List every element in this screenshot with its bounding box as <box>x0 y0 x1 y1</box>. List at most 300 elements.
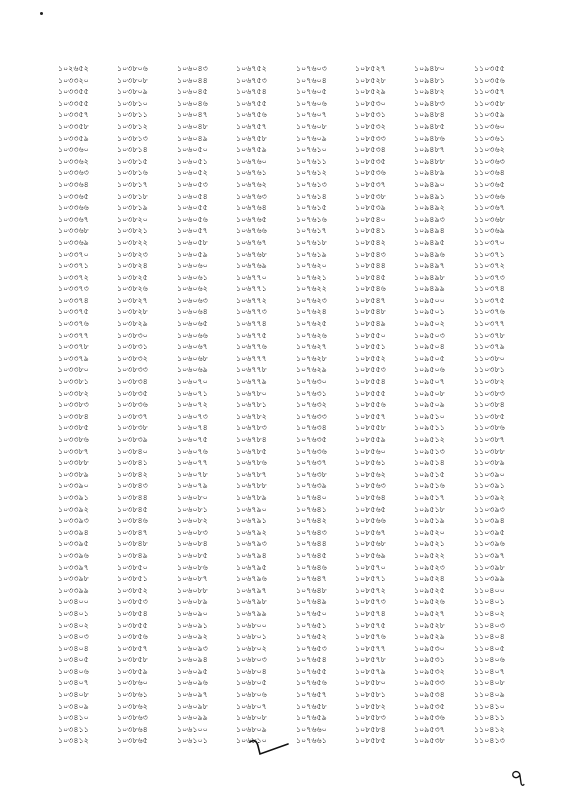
list-item: ১০৭৬২৪ <box>295 306 327 317</box>
list-item: ১০৭৬০৪ <box>295 74 327 85</box>
list-item: ১০৬৮০৯ <box>236 723 268 734</box>
list-item: ১১০৪০২ <box>473 607 505 618</box>
list-item: ১০৮৫৬৯ <box>354 549 386 560</box>
list-item: ১১০৩৬০ <box>473 120 505 131</box>
list-item: ১০৩৩৬৪ <box>58 178 89 189</box>
list-item: ১০৬০৭৩ <box>176 410 208 421</box>
list-item: ১১০৩৭৭ <box>473 318 505 329</box>
list-item: ১১০৪০১ <box>473 596 505 607</box>
list-item: ১০৬০৫৪ <box>176 190 208 201</box>
list-item: ১০৩৩৯৯ <box>58 584 89 595</box>
list-item: ১০৮৫৭৯ <box>354 665 386 676</box>
list-item: ১০৬০৮২ <box>176 515 208 526</box>
list-item: ১০৮৫২৭ <box>354 63 386 73</box>
list-item: ১০৯৫০৪ <box>414 341 446 352</box>
list-item: ১০৩৩৬৮ <box>58 225 89 236</box>
list-item: ১০৬০৬২ <box>176 283 208 294</box>
list-item: ১০৭৬৪১ <box>295 503 327 514</box>
list-item: ১০৩৩৭৯ <box>58 352 89 363</box>
list-item: ১১০৩৮৭ <box>473 434 505 444</box>
column-3 <box>177 63 236 747</box>
list-item: ১০৩৮০৬ <box>117 63 149 73</box>
column-4 <box>236 63 295 747</box>
list-item: ১০৬৮০৮ <box>236 712 268 723</box>
list-item: ১০৬৭৯০ <box>236 503 268 514</box>
list-item: ১০৮৫৮৪ <box>354 723 386 734</box>
list-item: ১১০৩৯১ <box>473 480 505 491</box>
list-item: ১০৯৫০৬ <box>414 364 446 375</box>
list-item: ১০৬০৮৬ <box>176 561 208 572</box>
list-item: ১০৯৫১৫ <box>414 468 446 479</box>
list-item: ১০৭৬৫১ <box>295 619 327 630</box>
list-item: ১০৬০৯৬ <box>176 677 208 688</box>
list-item: ১০৩৮৬৪ <box>117 723 149 734</box>
list-item: ১০৩৪০৪ <box>58 642 89 653</box>
list-item: ১০৬০৭২ <box>176 399 208 410</box>
list-item: ১০৩৮৪৪ <box>117 491 149 502</box>
list-item: ১০৬৮০৪ <box>236 665 268 676</box>
list-item: ১০৩৮১৮ <box>117 190 149 201</box>
list-item: ১১০৪০০ <box>473 584 505 595</box>
list-item: ১০৭৬৩১ <box>295 387 327 398</box>
list-item: ১০৯৪৯০ <box>414 178 446 189</box>
list-item: ১০৬৭৬৫ <box>236 213 268 224</box>
list-item: ১০৩৮৫০ <box>117 561 149 572</box>
list-item: ১০৬৭৬২ <box>236 178 268 189</box>
list-item: ১১০৩৮১ <box>473 364 505 375</box>
list-item: ১০৭৬২১ <box>295 271 327 282</box>
list-item: ১০৩৮৬১ <box>117 689 149 700</box>
list-item: ১০৯৪৯১ <box>414 190 446 201</box>
list-item: ১০৩৮৫৯ <box>117 665 149 676</box>
list-item: ১০৩৩৮৯ <box>58 468 89 479</box>
list-item: ১০৩৮০৯ <box>117 86 149 97</box>
list-item: ১০৬৮০০ <box>236 619 268 630</box>
list-item: ১০৯৪৯৪ <box>414 225 446 236</box>
list-item: ১০৬৭৫৮ <box>236 132 268 143</box>
list-item: ১০৭৬৫৫ <box>295 665 327 676</box>
list-item: ১০৭৬১৭ <box>295 225 327 236</box>
list-item: ১০৯৫২৮ <box>414 619 446 630</box>
list-item: ১০৯৪৮০ <box>414 63 446 73</box>
list-item: ১০৩৮৩৮ <box>117 422 149 433</box>
list-item: ১০৯৫১৩ <box>414 445 446 456</box>
list-item: ১০৩৮৩৩ <box>117 364 149 375</box>
list-item: ১০৩৩৫৫ <box>58 97 89 108</box>
list-item: ১০৩৩৬৭ <box>58 213 89 224</box>
list-item: ১০৬৭৫৪ <box>236 86 268 97</box>
list-item: ১০৭৬০৭ <box>295 109 327 120</box>
list-item: ১০৩৮২৮ <box>117 306 149 317</box>
list-item: ১০৬০৫৩ <box>176 178 208 189</box>
list-item: ১০৩৩৭৬ <box>58 318 89 329</box>
list-item: ১০৬০৭৭ <box>176 457 208 468</box>
list-item: ১১০৩৬৯ <box>473 225 505 236</box>
list-item: ১০৬৮০৫ <box>236 677 268 688</box>
list-item: ১০৩৩৫৯ <box>58 132 89 143</box>
list-item: ১০৬৭৭৪ <box>236 318 268 329</box>
list-item: ১০৭৬২৯ <box>295 364 327 375</box>
list-item: ১০৯৫০৮ <box>414 387 446 398</box>
list-item: ১০৬৭৬৯ <box>236 260 268 271</box>
list-item: ১০৩৩৬৫ <box>58 190 89 201</box>
list-item: ১০৯৪৮৩ <box>414 97 446 108</box>
list-item: ১০৬০৬৬ <box>176 329 208 340</box>
list-item: ১১০৩৯২ <box>473 491 505 502</box>
list-item: ১০৩৩৮৩ <box>58 399 89 410</box>
list-item: ১০৩৮৪৩ <box>117 480 149 491</box>
list-item: ১০৬০৮৩ <box>176 526 208 537</box>
list-item: ১০৭৬৫৯ <box>295 712 327 723</box>
list-item: ১০৯৫১৬ <box>414 480 446 491</box>
list-item: ১০৮৫৭৪ <box>354 607 386 618</box>
list-item: ১০৬০৯৫ <box>176 665 208 676</box>
list-item: ১০৬৭৮২ <box>236 410 268 421</box>
list-item: ১১০৩৮৮ <box>473 445 505 456</box>
list-item: ১১০৩৯৫ <box>473 526 505 537</box>
list-item: ১০৯৫৩৩ <box>414 677 446 688</box>
list-item: ১০৬৭৭৬ <box>236 341 268 352</box>
list-item: ১০৬৭৯৪ <box>236 549 268 560</box>
list-item: ১০৬০৯৯ <box>176 712 208 723</box>
list-item: ১০৯৫৩৫ <box>414 700 446 711</box>
list-item: ১০৬৭৮৬ <box>236 457 268 468</box>
list-item: ১০৬০৬৯ <box>176 364 208 375</box>
list-item: ১১০৩৬৫ <box>473 178 505 189</box>
list-item: ১০৩৩৯৩ <box>58 515 89 526</box>
list-item: ১১০৩৭৫ <box>473 294 505 305</box>
list-item: ১০৮৫৫৯ <box>354 434 386 444</box>
list-item: ১০৬১০০ <box>176 723 208 734</box>
list-item: ১০৮৫৩১ <box>354 109 386 120</box>
list-item: ১০৬৭৬৬ <box>236 225 268 236</box>
list-item: ১০৬০৬০ <box>176 260 208 271</box>
list-item: ১০৭৬৪৬ <box>295 561 327 572</box>
list-item: ১০৭৬৫০ <box>295 607 327 618</box>
list-item: ১০৩৮৫৬ <box>117 631 149 642</box>
list-item: ১০৭৬৪৪ <box>295 538 327 549</box>
list-item: ১০৩৩৮১ <box>58 376 89 387</box>
list-item: ১০৬০৯৮ <box>176 700 208 711</box>
list-item: ১০৯৫২৬ <box>414 596 446 607</box>
list-item: ১১০৩৭৮ <box>473 329 505 340</box>
list-item: ১০৭৬৪৯ <box>295 596 327 607</box>
list-item: ১০৬৭৮৯ <box>236 491 268 502</box>
list-item: ১০৭৬১৩ <box>295 178 327 189</box>
list-item: ১০৮৫৮২ <box>354 700 386 711</box>
list-item: ১০৬০৪৬ <box>176 97 208 108</box>
list-item: ১০৯৪৮৬ <box>414 132 446 143</box>
list-item: ১১০৩৮৯ <box>473 457 505 468</box>
list-item: ১০৩৮১১ <box>117 109 149 120</box>
list-item: ১০৩৩৯৮ <box>58 573 89 584</box>
list-item: ১০৯৫১৮ <box>414 503 446 514</box>
list-item: ১০৬৭৮৪ <box>236 434 268 444</box>
list-item: ১১০৩৭১ <box>473 248 505 259</box>
list-item: ১০৩৮১৬ <box>117 167 149 178</box>
list-item: ১০৬০৫০ <box>176 144 208 155</box>
list-item: ১০৯৫০০ <box>414 294 446 305</box>
list-item: ১০৮৫৫৪ <box>354 376 386 387</box>
list-item: ১১০৩৬৩ <box>473 155 505 166</box>
list-item: ১০৮৫৩৫ <box>354 155 386 166</box>
list-item: ১০৮৫৩০ <box>354 97 386 108</box>
list-item: ১০৬৭৯১ <box>236 515 268 526</box>
list-item: ১০৭৬৪৭ <box>295 573 327 584</box>
list-item: ১০৮৫৩৭ <box>354 178 386 189</box>
list-item: ১০৬০৫৯ <box>176 248 208 259</box>
list-item: ১০৬৭৫৬ <box>236 109 268 120</box>
list-item: ১০৭৬৩৯ <box>295 480 327 491</box>
list-item: ১০৬৭৫৫ <box>236 97 268 108</box>
list-item: ১০৯৫৩২ <box>414 665 446 676</box>
list-item: ১১০৩৮৩ <box>473 387 505 398</box>
list-item: ১০৬০৬১ <box>176 271 208 282</box>
list-item: ১০৮৫৪৩ <box>354 248 386 259</box>
list-item: ১০৩৮১০ <box>117 97 149 108</box>
list-item: ১০৬০৫১ <box>176 155 208 166</box>
list-item: ১০৬০৬৪ <box>176 306 208 317</box>
list-item: ১০৯৫২১ <box>414 538 446 549</box>
list-item: ১০৬৭৫৭ <box>236 120 268 131</box>
list-item: ১১০৩৮২ <box>473 376 505 387</box>
list-item: ১০৬৭৭৯ <box>236 376 268 387</box>
list-item: ১০৬০৫৬ <box>176 213 208 224</box>
list-item: ১০৩৩৬৯ <box>58 236 89 247</box>
list-item: ১০৯৫১৯ <box>414 515 446 526</box>
list-item: ১০৩৩৭৪ <box>58 294 89 305</box>
list-item: ১০৭৬৩০ <box>295 376 327 387</box>
list-item: ১০৭৬১৬ <box>295 213 327 224</box>
list-item: ১০৮৫৬৭ <box>354 526 386 537</box>
list-item: ১০৭৬০৮ <box>295 120 327 131</box>
list-item: ১০৮৫৭০ <box>354 561 386 572</box>
list-item: ১১০৩৫৮ <box>473 97 505 108</box>
list-item: ১০৩৩৭৮ <box>58 341 89 352</box>
list-item: ১০৩৮১৫ <box>117 155 149 166</box>
list-item: ১১০৩৭২ <box>473 260 505 271</box>
list-item: ১০৬৭৭৫ <box>236 329 268 340</box>
list-item: ১০৭৬১০ <box>295 144 327 155</box>
list-item: ১০৩৩৫৫ <box>58 86 89 97</box>
list-item: ১০৩৮২৫ <box>117 271 149 282</box>
list-item: ১০৭৬৪৫ <box>295 549 327 560</box>
list-item: ১০৮৫৪৮ <box>354 306 386 317</box>
list-item: ১১০৩৬৭ <box>473 202 505 213</box>
list-item: ১০৮৫৪৫ <box>354 271 386 282</box>
list-item: ১০৩৩৮৫ <box>58 422 89 433</box>
list-item: ১০৬৭৮৮ <box>236 480 268 491</box>
list-item: ১০৭৬১৯ <box>295 248 327 259</box>
list-item: ১০৬৭৬০ <box>236 155 268 166</box>
list-item: ১০৩৩৮০ <box>58 364 89 375</box>
list-item: ১১০৩৭৯ <box>473 341 505 352</box>
list-item: ১০৮৫৬৮ <box>354 538 386 549</box>
list-item: ১০৩৮৪১ <box>117 457 149 468</box>
list-item: ১০৯৪৯৫ <box>414 236 446 247</box>
list-item: ১০৩৩৬২ <box>58 155 89 166</box>
list-item: ১০৭৬৪৮ <box>295 584 327 595</box>
list-item: ১০৬৭৬৪ <box>236 202 268 213</box>
list-item: ১০৬৮১০ <box>236 735 268 746</box>
list-item: ১০৬৭৫২ <box>236 63 268 73</box>
list-item: ১০৩৪০৬ <box>58 665 89 676</box>
list-item: ১০৩৪০৩ <box>58 631 89 642</box>
list-item: ১০৯৫৩৪ <box>414 689 446 700</box>
list-item: ১০৩৩৭০ <box>58 248 89 259</box>
list-item: ১০৮৫৫৩ <box>354 364 386 375</box>
list-item: ১০৬০৬৩ <box>176 294 208 305</box>
list-item: ১০৩৮৬৩ <box>117 712 149 723</box>
list-item: ১০৬৭৫৩ <box>236 74 268 85</box>
list-item: ১০৮৫৫৬ <box>354 399 386 410</box>
list-item: ১০৩৪০০ <box>58 596 89 607</box>
list-item: ১১০৩৫৭ <box>473 86 505 97</box>
list-item: ১০৩৮৩৯ <box>117 434 149 444</box>
list-item: ১০৩৩৫৮ <box>58 120 89 131</box>
list-item: ১১০৩৯৬ <box>473 538 505 549</box>
list-item: ১০৭৬৩৮ <box>295 468 327 479</box>
list-item: ১০৬৭৭২ <box>236 294 268 305</box>
list-item: ১০৬৭৯৬ <box>236 573 268 584</box>
list-item: ১০৩৩৯১ <box>58 491 89 502</box>
list-item: ১০৬০৪৭ <box>176 109 208 120</box>
list-item: ১১০৩৯৯ <box>473 573 505 584</box>
list-item: ১১০৩৬৪ <box>473 167 505 178</box>
list-item: ১১০৩৭০ <box>473 236 505 247</box>
list-item: ১০৯৪৮২ <box>414 86 446 97</box>
list-item: ১০৩৮২১ <box>117 225 149 236</box>
list-item: ১০৩৮৩৪ <box>117 376 149 387</box>
list-item: ১০৩৩৬৬ <box>58 202 89 213</box>
list-item: ১০৯৫৩৬ <box>414 712 446 723</box>
list-item: ১০৯৪৯৮ <box>414 271 446 282</box>
list-item: ১০৩৮২২ <box>117 236 149 247</box>
list-item: ১১০৪০৩ <box>473 619 505 630</box>
list-item: ১০৩৩৯২ <box>58 503 89 514</box>
list-item: ১০৬০৭৬ <box>176 445 208 456</box>
list-item: ১০৭৬৩৪ <box>295 422 327 433</box>
list-item: ১০৭৬৩৭ <box>295 457 327 468</box>
list-item: ১০৩৮১৪ <box>117 144 149 155</box>
list-item: ১০৮৫৩৮ <box>354 190 386 201</box>
list-item: ১০৯৫৩৭ <box>414 723 446 734</box>
list-item: ১০৯৫০২ <box>414 318 446 329</box>
list-item: ১০৮৫৮০ <box>354 677 386 688</box>
list-item: ১১০৩৮৬ <box>473 422 505 433</box>
list-item: ১০৮৫৩৪ <box>354 144 386 155</box>
list-item: ১০৬০৯১ <box>176 619 208 630</box>
list-item: ১০৬৭৯৭ <box>236 584 268 595</box>
list-item: ১০৭৬১১ <box>295 155 327 166</box>
list-item: ১০৬৭৭৭ <box>236 352 268 363</box>
list-item: ১০৬০৮০ <box>176 491 208 502</box>
list-item: ১০৩৮২৯ <box>117 318 149 329</box>
list-item: ১০৬০৭৫ <box>176 434 208 444</box>
list-item: ১১০৩৮৫ <box>473 410 505 421</box>
list-item: ১০৩৩৭১ <box>58 260 89 271</box>
list-item: ১০৮৫৪৬ <box>354 283 386 294</box>
list-item: ১০৩৩৬৩ <box>58 167 89 178</box>
list-item: ১০৩৮৩২ <box>117 352 149 363</box>
list-item: ১০৬০৬৮ <box>176 352 208 363</box>
list-item: ১০৬৭৬৮ <box>236 248 268 259</box>
list-item: ১০৬৭৭৩ <box>236 306 268 317</box>
list-item: ১০৩৩২০ <box>58 74 89 85</box>
list-item: ১০৭৬৩৫ <box>295 434 327 444</box>
list-item: ১০৬০৪৩ <box>176 63 208 73</box>
list-item: ১০৯৫০৫ <box>414 352 446 363</box>
list-item: ১০৬৭৫৯ <box>236 144 268 155</box>
list-item: ১০৬০৫২ <box>176 167 208 178</box>
list-item: ১০৭৬০৫ <box>295 86 327 97</box>
list-item: ১০৯৪৯২ <box>414 202 446 213</box>
list-item: ১০৯৫১২ <box>414 434 446 444</box>
list-item: ১১০৪০৬ <box>473 654 505 665</box>
list-item: ১০৯৪৯৯ <box>414 283 446 294</box>
list-item: ১০৩৩৭৭ <box>58 329 89 340</box>
list-item: ১০৮৫৪২ <box>354 236 386 247</box>
list-item: ১০৩৮১২ <box>117 120 149 131</box>
list-item: ১০৮৫৮৫ <box>354 735 386 746</box>
list-item: ১০৩৪১১ <box>58 723 89 734</box>
list-item: ১০৮৫৭১ <box>354 573 386 584</box>
list-item: ১১০৪১১ <box>473 712 505 723</box>
list-item: ১০৭৬২৩ <box>295 294 327 305</box>
list-item: ১০৩৮২৪ <box>117 260 149 271</box>
list-item: ১০৬০৪৯ <box>176 132 208 143</box>
list-item: ১০৬৮০৬ <box>236 689 268 700</box>
list-item: ১০৩৪০১ <box>58 607 89 618</box>
list-item: ১০৩৮৪৮ <box>117 538 149 549</box>
list-item: ১০৯৫২৪ <box>414 573 446 584</box>
list-item: ১১০৩৯৪ <box>473 515 505 526</box>
list-item: ১০৬৮০২ <box>236 642 268 653</box>
page-number: ৭ <box>507 762 529 796</box>
list-item: ১১০৪০৪ <box>473 631 505 642</box>
list-item: ১০৭৬২২ <box>295 283 327 294</box>
list-item: ১০৬৭৮১ <box>236 399 268 410</box>
list-item: ১১০৪০৭ <box>473 665 505 676</box>
list-item: ১০৭৬১৮ <box>295 236 327 247</box>
list-item: ১০৮৫৭৩ <box>354 596 386 607</box>
list-item: ১০৮৫৬৬ <box>354 515 386 526</box>
list-item: ১০৯৫২৩ <box>414 561 446 572</box>
list-item: ১০৭৬১৫ <box>295 202 327 213</box>
list-item: ১১০৩৮০ <box>473 352 505 363</box>
list-item: ১০৮৫৮১ <box>354 689 386 700</box>
list-item: ১০৮৫৭৬ <box>354 631 386 642</box>
list-item: ১০৯৪৮৭ <box>414 144 446 155</box>
list-item: ১০৭৬৫৭ <box>295 689 327 700</box>
number-list-table <box>58 63 533 747</box>
list-item: ১০৭৬৫৪ <box>295 654 327 665</box>
list-item: ১০৯৪৮৮ <box>414 155 446 166</box>
list-item: ১১০৩৯৮ <box>473 561 505 572</box>
list-item: ১০৬০৯৩ <box>176 642 208 653</box>
list-item: ১০৬০৪৫ <box>176 86 208 97</box>
list-item: ১০৭৬২৬ <box>295 329 327 340</box>
list-item: ১০৯৫৩০ <box>414 642 446 653</box>
list-item: ১০৬০৮৯ <box>176 596 208 607</box>
list-item: ১০৩৮১৭ <box>117 178 149 189</box>
list-item: ১০৩৩৮৪ <box>58 410 89 421</box>
list-item: ১০৩৩৮৬ <box>58 434 89 444</box>
list-item: ১০৭৬৬০ <box>295 723 327 734</box>
list-item: ১০৩৩৮২ <box>58 387 89 398</box>
list-item: ১০৮৫৪০ <box>354 213 386 224</box>
list-item: ১০৩৩৮৭ <box>58 445 89 456</box>
